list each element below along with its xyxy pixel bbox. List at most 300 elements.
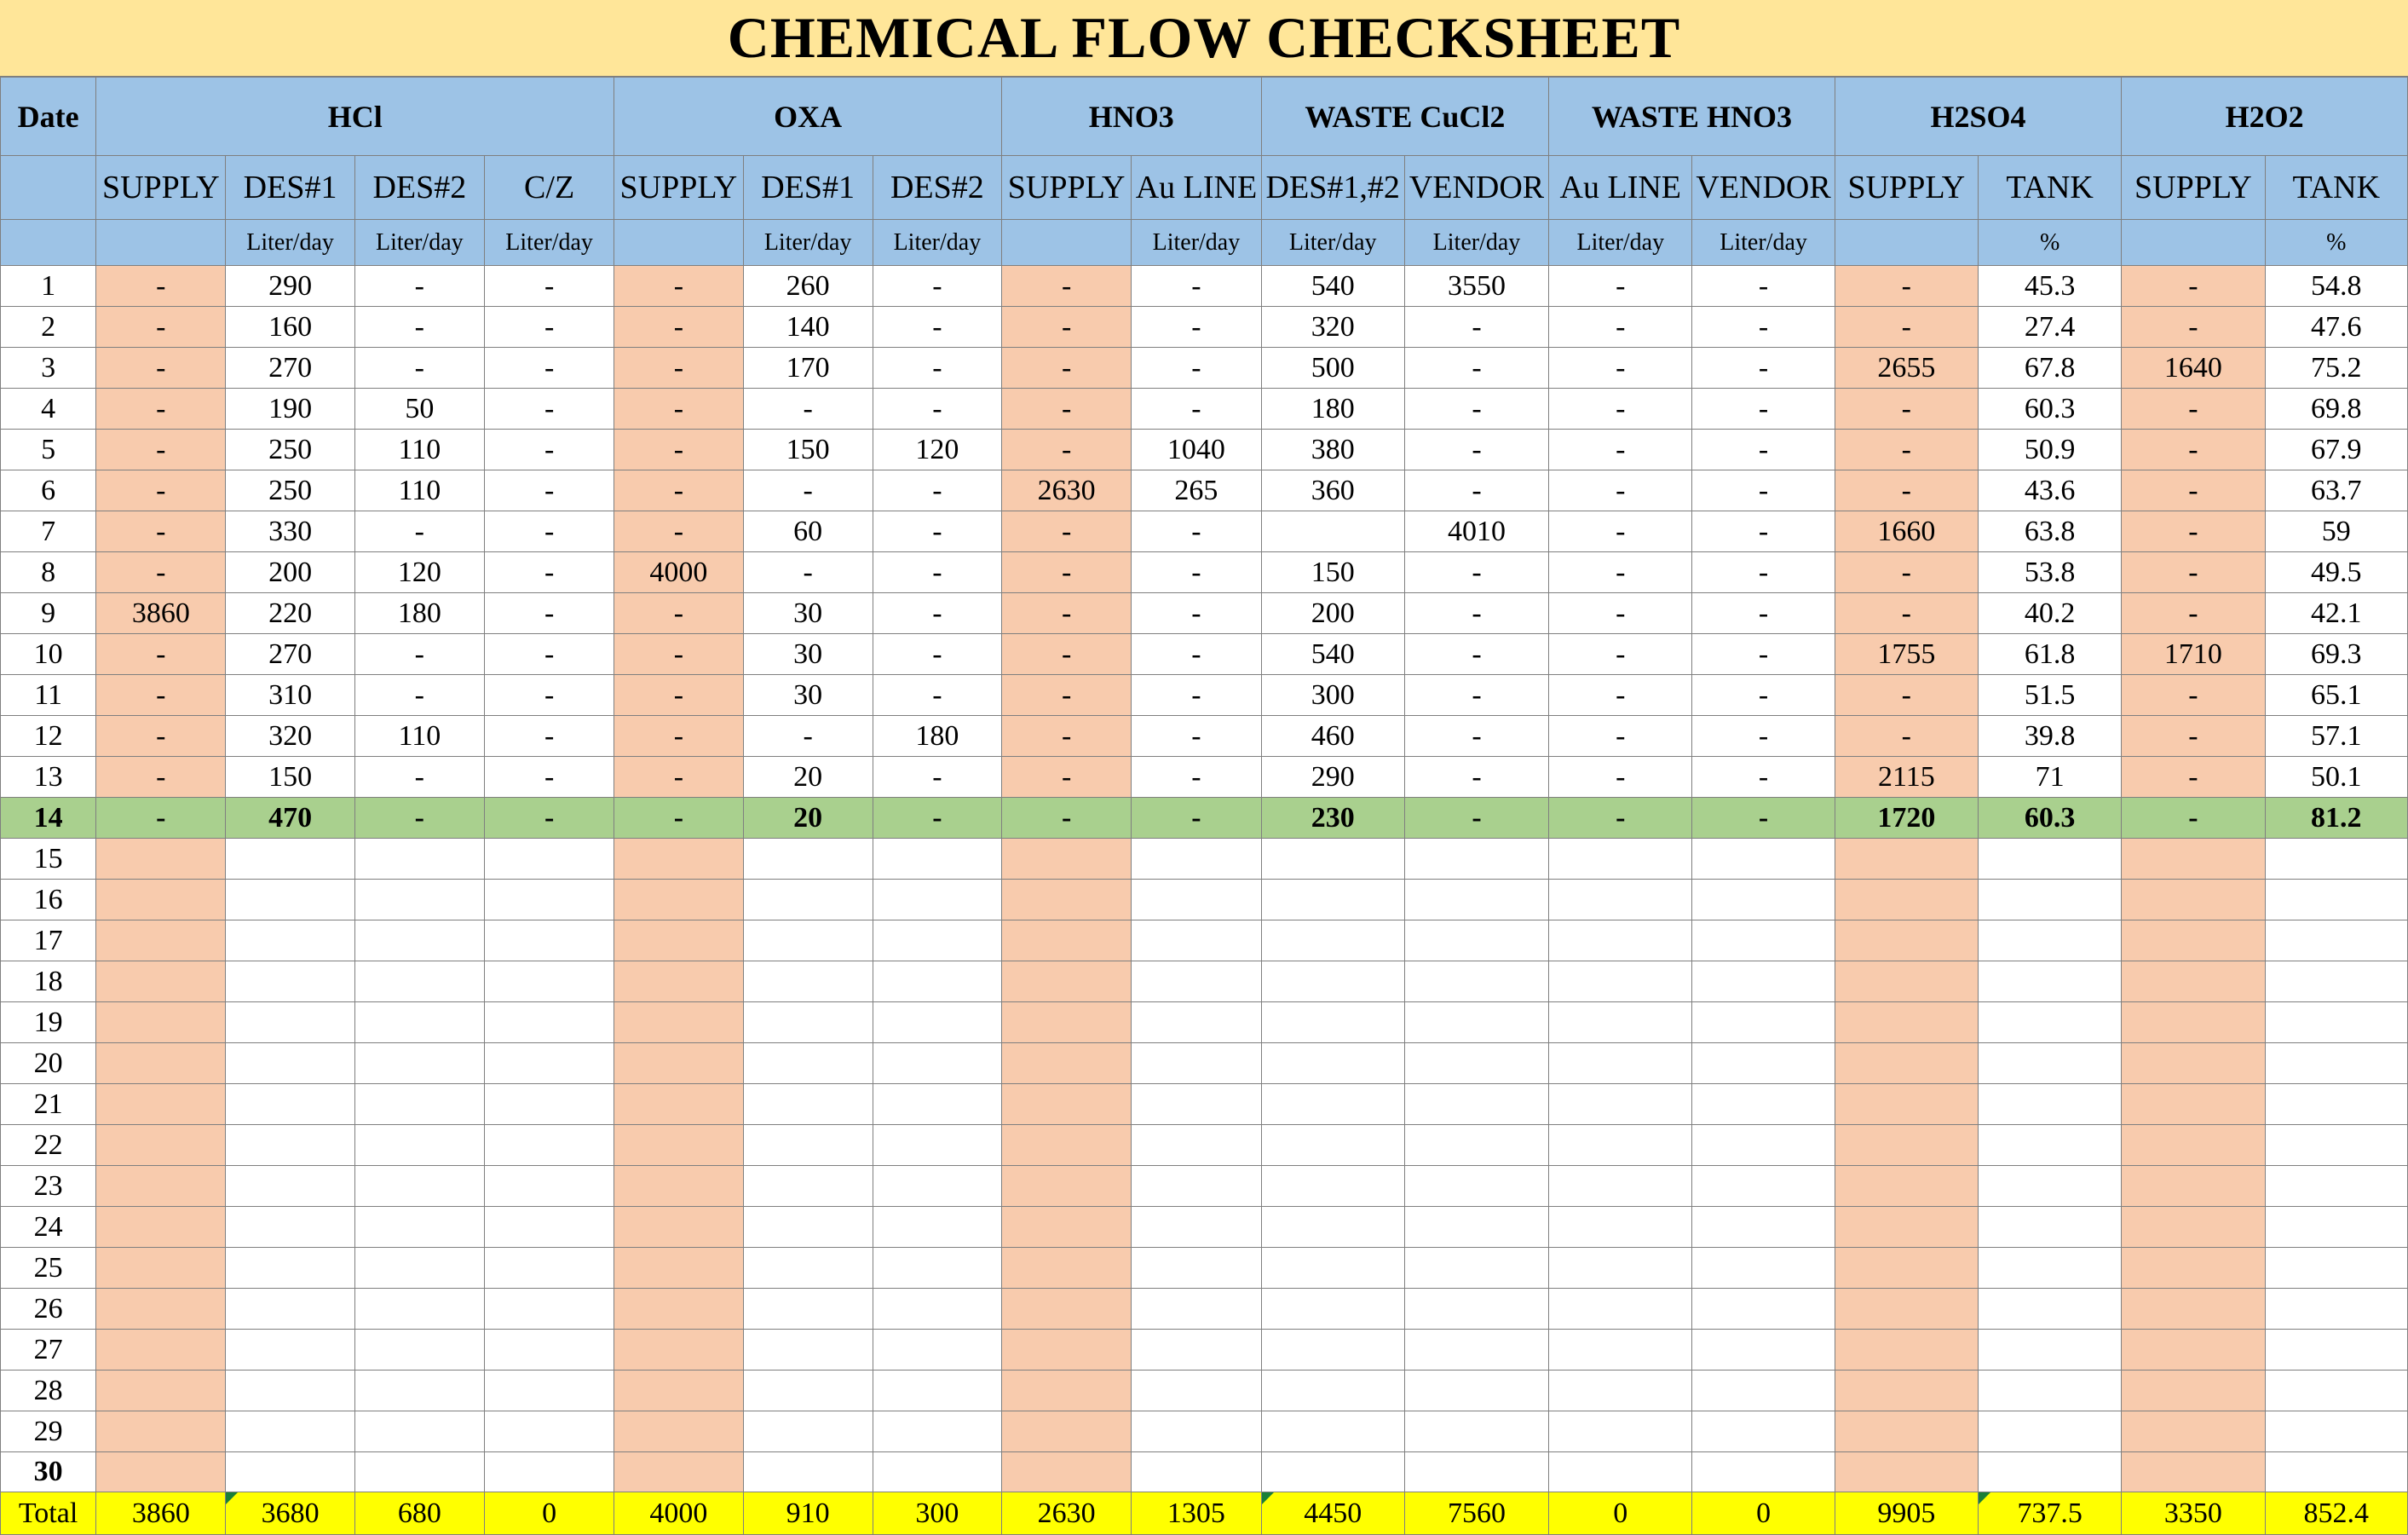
data-cell[interactable] [2265, 1002, 2407, 1043]
data-cell[interactable] [1404, 961, 1548, 1002]
data-cell[interactable] [96, 1166, 226, 1207]
data-cell[interactable]: - [614, 470, 743, 511]
data-cell[interactable]: - [1549, 798, 1692, 839]
data-cell[interactable]: - [1549, 470, 1692, 511]
data-cell[interactable]: - [2122, 798, 2265, 839]
data-cell[interactable] [1978, 1330, 2121, 1371]
data-cell[interactable]: - [1132, 593, 1261, 634]
column-header[interactable]: C/Z [484, 156, 614, 220]
data-cell[interactable]: 50.9 [1978, 430, 2121, 470]
total-cell[interactable]: 7560 [1404, 1492, 1548, 1535]
data-cell[interactable] [354, 1248, 484, 1289]
data-cell[interactable] [1549, 1248, 1692, 1289]
data-cell[interactable]: - [614, 798, 743, 839]
data-cell[interactable]: 265 [1132, 470, 1261, 511]
data-cell[interactable]: - [743, 716, 873, 757]
data-cell[interactable]: 3860 [96, 593, 226, 634]
group-h2so4[interactable]: H2SO4 [1835, 78, 2122, 156]
data-cell[interactable] [1549, 1166, 1692, 1207]
data-cell[interactable] [226, 1411, 354, 1452]
data-cell[interactable] [1404, 880, 1548, 920]
data-cell[interactable] [226, 1043, 354, 1084]
data-cell[interactable] [1261, 961, 1404, 1002]
data-cell[interactable]: - [1404, 470, 1548, 511]
data-cell[interactable] [96, 961, 226, 1002]
data-cell[interactable] [2122, 1452, 2265, 1492]
data-cell[interactable] [1549, 1084, 1692, 1125]
data-cell[interactable]: - [873, 511, 1001, 552]
data-cell[interactable] [484, 1289, 614, 1330]
total-cell[interactable]: 910 [743, 1492, 873, 1535]
data-cell[interactable] [873, 1207, 1001, 1248]
data-cell[interactable] [1132, 1371, 1261, 1411]
data-cell[interactable]: 540 [1261, 634, 1404, 675]
data-cell[interactable]: - [354, 348, 484, 389]
data-cell[interactable] [1404, 1330, 1548, 1371]
data-cell[interactable] [1692, 1002, 1835, 1043]
data-cell[interactable] [1132, 1248, 1261, 1289]
data-cell[interactable]: - [1835, 430, 1978, 470]
total-cell[interactable]: 737.5 [1978, 1492, 2121, 1535]
unit-header[interactable]: Liter/day [1261, 220, 1404, 266]
data-cell[interactable]: - [354, 266, 484, 307]
data-cell[interactable]: 110 [354, 716, 484, 757]
data-cell[interactable]: - [1132, 716, 1261, 757]
total-cell[interactable]: 3860 [96, 1492, 226, 1535]
data-cell[interactable]: 30 [743, 634, 873, 675]
data-cell[interactable]: 180 [873, 716, 1001, 757]
data-cell[interactable] [226, 1002, 354, 1043]
data-cell[interactable] [484, 961, 614, 1002]
data-cell[interactable]: 59 [2265, 511, 2407, 552]
total-cell[interactable]: 300 [873, 1492, 1001, 1535]
data-cell[interactable]: 360 [1261, 470, 1404, 511]
data-cell[interactable]: - [2122, 757, 2265, 798]
total-cell[interactable]: 1305 [1132, 1492, 1261, 1535]
data-cell[interactable]: 63.8 [1978, 511, 2121, 552]
data-cell[interactable]: - [1002, 675, 1132, 716]
data-cell[interactable]: - [484, 634, 614, 675]
data-cell[interactable] [873, 1289, 1001, 1330]
data-cell[interactable]: - [96, 757, 226, 798]
column-header[interactable]: DES#1 [226, 156, 354, 220]
total-label[interactable]: Total [1, 1492, 96, 1535]
data-cell[interactable] [743, 1166, 873, 1207]
data-cell[interactable] [1404, 1248, 1548, 1289]
data-cell[interactable]: - [1404, 552, 1548, 593]
data-cell[interactable]: - [1692, 389, 1835, 430]
data-cell[interactable]: - [1002, 389, 1132, 430]
data-cell[interactable] [1835, 1084, 1978, 1125]
data-cell[interactable]: - [614, 348, 743, 389]
total-cell[interactable]: 0 [1549, 1492, 1692, 1535]
data-cell[interactable] [1835, 1207, 1978, 1248]
data-cell[interactable] [1549, 1289, 1692, 1330]
data-cell[interactable]: - [1404, 798, 1548, 839]
data-cell[interactable]: 60.3 [1978, 798, 2121, 839]
date-cell[interactable]: 2 [1, 307, 96, 348]
data-cell[interactable]: - [873, 266, 1001, 307]
data-cell[interactable] [484, 839, 614, 880]
unit-header[interactable] [2122, 220, 2265, 266]
data-cell[interactable]: 60.3 [1978, 389, 2121, 430]
data-cell[interactable]: - [1549, 266, 1692, 307]
column-header-blank[interactable] [1, 156, 96, 220]
data-cell[interactable]: - [1132, 307, 1261, 348]
data-cell[interactable] [1692, 920, 1835, 961]
column-header[interactable]: VENDOR [1404, 156, 1548, 220]
column-header[interactable]: DES#1,#2 [1261, 156, 1404, 220]
data-cell[interactable]: 4000 [614, 552, 743, 593]
date-cell[interactable]: 16 [1, 880, 96, 920]
total-cell[interactable]: 680 [354, 1492, 484, 1535]
data-cell[interactable]: 57.1 [2265, 716, 2407, 757]
date-cell[interactable]: 25 [1, 1248, 96, 1289]
data-cell[interactable] [484, 1207, 614, 1248]
data-cell[interactable]: 49.5 [2265, 552, 2407, 593]
data-cell[interactable] [1261, 1371, 1404, 1411]
data-cell[interactable]: - [484, 348, 614, 389]
data-cell[interactable] [1132, 1411, 1261, 1452]
data-cell[interactable] [1978, 1084, 2121, 1125]
data-cell[interactable]: - [1002, 511, 1132, 552]
data-cell[interactable] [743, 1125, 873, 1166]
unit-header[interactable]: Liter/day [873, 220, 1001, 266]
date-cell[interactable]: 17 [1, 920, 96, 961]
data-cell[interactable] [1261, 1452, 1404, 1492]
data-cell[interactable] [1692, 1084, 1835, 1125]
data-cell[interactable] [96, 1330, 226, 1371]
data-cell[interactable]: 50 [354, 389, 484, 430]
data-cell[interactable] [226, 961, 354, 1002]
data-cell[interactable]: - [614, 675, 743, 716]
data-cell[interactable]: - [1002, 266, 1132, 307]
data-cell[interactable] [1261, 1166, 1404, 1207]
data-cell[interactable] [1978, 1125, 2121, 1166]
data-cell[interactable] [1692, 1330, 1835, 1371]
data-cell[interactable]: - [614, 593, 743, 634]
data-cell[interactable] [2265, 880, 2407, 920]
data-cell[interactable] [873, 1084, 1001, 1125]
data-cell[interactable] [1549, 1125, 1692, 1166]
data-cell[interactable] [873, 880, 1001, 920]
data-cell[interactable]: - [1835, 307, 1978, 348]
data-cell[interactable] [873, 1125, 1001, 1166]
data-cell[interactable]: - [1835, 389, 1978, 430]
data-cell[interactable]: 42.1 [2265, 593, 2407, 634]
data-cell[interactable]: - [1835, 716, 1978, 757]
data-cell[interactable] [226, 1084, 354, 1125]
data-cell[interactable] [354, 880, 484, 920]
data-cell[interactable] [1002, 1330, 1132, 1371]
data-cell[interactable]: 69.3 [2265, 634, 2407, 675]
group-hcl[interactable]: HCl [96, 78, 614, 156]
data-cell[interactable]: 20 [743, 757, 873, 798]
data-cell[interactable]: - [2122, 430, 2265, 470]
data-cell[interactable]: - [2122, 307, 2265, 348]
data-cell[interactable] [873, 839, 1001, 880]
total-cell[interactable]: 4450 [1261, 1492, 1404, 1535]
data-cell[interactable]: - [1549, 757, 1692, 798]
column-header[interactable]: DES#1 [743, 156, 873, 220]
data-cell[interactable]: 120 [873, 430, 1001, 470]
column-header[interactable]: TANK [2265, 156, 2407, 220]
data-cell[interactable]: - [484, 470, 614, 511]
data-cell[interactable] [1835, 961, 1978, 1002]
data-cell[interactable]: 290 [226, 266, 354, 307]
column-header[interactable]: SUPPLY [96, 156, 226, 220]
data-cell[interactable] [743, 920, 873, 961]
data-cell[interactable] [873, 961, 1001, 1002]
data-cell[interactable]: 170 [743, 348, 873, 389]
column-header[interactable]: Au LINE [1132, 156, 1261, 220]
data-cell[interactable] [1404, 1043, 1548, 1084]
data-cell[interactable] [2265, 1330, 2407, 1371]
data-cell[interactable]: 470 [226, 798, 354, 839]
data-cell[interactable] [1404, 1411, 1548, 1452]
data-cell[interactable] [226, 920, 354, 961]
data-cell[interactable] [1692, 961, 1835, 1002]
data-cell[interactable]: 140 [743, 307, 873, 348]
data-cell[interactable] [2265, 1166, 2407, 1207]
date-cell[interactable]: 3 [1, 348, 96, 389]
data-cell[interactable] [614, 1043, 743, 1084]
data-cell[interactable]: - [1404, 389, 1548, 430]
data-cell[interactable] [1261, 880, 1404, 920]
data-cell[interactable] [1835, 839, 1978, 880]
data-cell[interactable]: - [1002, 307, 1132, 348]
data-cell[interactable] [1835, 1411, 1978, 1452]
data-cell[interactable] [226, 1371, 354, 1411]
data-cell[interactable] [1132, 839, 1261, 880]
data-cell[interactable] [614, 839, 743, 880]
date-cell[interactable]: 20 [1, 1043, 96, 1084]
data-cell[interactable]: - [614, 634, 743, 675]
column-header[interactable]: Au LINE [1549, 156, 1692, 220]
data-cell[interactable]: 120 [354, 552, 484, 593]
data-cell[interactable] [96, 1002, 226, 1043]
data-cell[interactable] [2122, 1371, 2265, 1411]
unit-header[interactable]: Liter/day [226, 220, 354, 266]
data-cell[interactable] [484, 1371, 614, 1411]
data-cell[interactable] [614, 880, 743, 920]
data-cell[interactable] [96, 1248, 226, 1289]
total-cell[interactable]: 3680 [226, 1492, 354, 1535]
data-cell[interactable]: 1660 [1835, 511, 1978, 552]
data-cell[interactable]: - [873, 593, 1001, 634]
date-cell[interactable]: 6 [1, 470, 96, 511]
date-cell[interactable]: 23 [1, 1166, 96, 1207]
column-header[interactable]: DES#2 [873, 156, 1001, 220]
data-cell[interactable]: - [354, 307, 484, 348]
data-cell[interactable]: 4010 [1404, 511, 1548, 552]
data-cell[interactable]: - [2122, 716, 2265, 757]
data-cell[interactable] [743, 1289, 873, 1330]
data-cell[interactable] [873, 1411, 1001, 1452]
data-cell[interactable] [354, 1043, 484, 1084]
data-cell[interactable] [96, 1289, 226, 1330]
data-cell[interactable] [743, 1084, 873, 1125]
data-cell[interactable]: 500 [1261, 348, 1404, 389]
column-header[interactable]: DES#2 [354, 156, 484, 220]
data-cell[interactable] [1002, 1043, 1132, 1084]
date-cell[interactable]: 15 [1, 839, 96, 880]
data-cell[interactable]: - [96, 552, 226, 593]
data-cell[interactable] [354, 961, 484, 1002]
data-cell[interactable]: - [1132, 389, 1261, 430]
data-cell[interactable]: - [96, 716, 226, 757]
data-cell[interactable]: 180 [354, 593, 484, 634]
data-cell[interactable]: 69.8 [2265, 389, 2407, 430]
data-cell[interactable] [2265, 961, 2407, 1002]
data-cell[interactable]: 27.4 [1978, 307, 2121, 348]
date-cell[interactable]: 14 [1, 798, 96, 839]
data-cell[interactable]: - [354, 675, 484, 716]
unit-header[interactable] [614, 220, 743, 266]
data-cell[interactable] [1692, 1125, 1835, 1166]
data-cell[interactable]: 30 [743, 675, 873, 716]
data-cell[interactable] [1978, 961, 2121, 1002]
unit-header[interactable]: Liter/day [1404, 220, 1548, 266]
data-cell[interactable] [1002, 1371, 1132, 1411]
data-cell[interactable] [1978, 1002, 2121, 1043]
data-cell[interactable] [96, 839, 226, 880]
data-cell[interactable]: - [1549, 593, 1692, 634]
data-cell[interactable]: - [1549, 389, 1692, 430]
data-cell[interactable] [1835, 920, 1978, 961]
group-oxa[interactable]: OXA [614, 78, 1002, 156]
data-cell[interactable]: - [354, 757, 484, 798]
data-cell[interactable]: 110 [354, 470, 484, 511]
data-cell[interactable] [96, 1084, 226, 1125]
data-cell[interactable] [1132, 1002, 1261, 1043]
data-cell[interactable]: - [1404, 675, 1548, 716]
data-cell[interactable]: - [1132, 266, 1261, 307]
data-cell[interactable] [1002, 1452, 1132, 1492]
data-cell[interactable]: - [1692, 675, 1835, 716]
data-cell[interactable] [2122, 1207, 2265, 1248]
data-cell[interactable]: - [96, 389, 226, 430]
unit-header[interactable]: Liter/day [1692, 220, 1835, 266]
data-cell[interactable]: - [1692, 634, 1835, 675]
data-cell[interactable]: 67.9 [2265, 430, 2407, 470]
data-cell[interactable] [614, 1166, 743, 1207]
data-cell[interactable] [226, 1289, 354, 1330]
data-cell[interactable] [2122, 1411, 2265, 1452]
group-waste-cucl2[interactable]: WASTE CuCl2 [1261, 78, 1549, 156]
data-cell[interactable]: - [1404, 634, 1548, 675]
data-cell[interactable] [1549, 1002, 1692, 1043]
data-cell[interactable] [1692, 1043, 1835, 1084]
data-cell[interactable]: 150 [226, 757, 354, 798]
data-cell[interactable] [1261, 1084, 1404, 1125]
data-cell[interactable] [226, 839, 354, 880]
data-cell[interactable] [484, 1043, 614, 1084]
data-cell[interactable] [2265, 1452, 2407, 1492]
data-cell[interactable]: 67.8 [1978, 348, 2121, 389]
data-cell[interactable]: - [873, 634, 1001, 675]
data-cell[interactable] [1978, 1411, 2121, 1452]
data-cell[interactable] [2265, 1125, 2407, 1166]
data-cell[interactable] [2265, 1289, 2407, 1330]
data-cell[interactable]: - [1835, 593, 1978, 634]
data-cell[interactable]: - [1132, 348, 1261, 389]
data-cell[interactable] [354, 1452, 484, 1492]
data-cell[interactable] [614, 1411, 743, 1452]
date-cell[interactable]: 24 [1, 1207, 96, 1248]
data-cell[interactable] [1978, 880, 2121, 920]
data-cell[interactable] [1002, 920, 1132, 961]
date-cell[interactable]: 28 [1, 1371, 96, 1411]
data-cell[interactable] [1978, 1248, 2121, 1289]
data-cell[interactable]: - [484, 511, 614, 552]
data-cell[interactable]: 180 [1261, 389, 1404, 430]
data-cell[interactable]: 20 [743, 798, 873, 839]
data-cell[interactable]: - [1002, 716, 1132, 757]
data-cell[interactable]: 1755 [1835, 634, 1978, 675]
data-cell[interactable] [1549, 961, 1692, 1002]
data-cell[interactable]: 2655 [1835, 348, 1978, 389]
data-cell[interactable] [354, 1330, 484, 1371]
data-cell[interactable] [873, 1330, 1001, 1371]
data-cell[interactable] [1002, 1411, 1132, 1452]
data-cell[interactable] [226, 880, 354, 920]
data-cell[interactable] [1978, 1043, 2121, 1084]
data-cell[interactable]: - [354, 634, 484, 675]
date-cell[interactable]: 21 [1, 1084, 96, 1125]
data-cell[interactable]: - [484, 307, 614, 348]
data-cell[interactable]: - [484, 389, 614, 430]
data-cell[interactable]: - [1835, 470, 1978, 511]
data-cell[interactable]: 460 [1261, 716, 1404, 757]
date-cell[interactable]: 5 [1, 430, 96, 470]
data-cell[interactable] [1132, 1452, 1261, 1492]
data-cell[interactable]: - [1692, 470, 1835, 511]
data-cell[interactable] [1132, 1289, 1261, 1330]
data-cell[interactable] [614, 1002, 743, 1043]
data-cell[interactable] [1404, 1125, 1548, 1166]
unit-header[interactable] [1002, 220, 1132, 266]
data-cell[interactable] [1549, 1371, 1692, 1411]
data-cell[interactable]: - [873, 798, 1001, 839]
data-cell[interactable] [873, 1043, 1001, 1084]
data-cell[interactable] [2265, 1411, 2407, 1452]
data-cell[interactable] [354, 1166, 484, 1207]
data-cell[interactable]: - [614, 511, 743, 552]
data-cell[interactable]: 61.8 [1978, 634, 2121, 675]
data-cell[interactable]: 310 [226, 675, 354, 716]
data-cell[interactable]: 540 [1261, 266, 1404, 307]
data-cell[interactable] [1692, 1371, 1835, 1411]
data-cell[interactable] [743, 880, 873, 920]
data-cell[interactable] [96, 920, 226, 961]
data-cell[interactable] [614, 1330, 743, 1371]
data-cell[interactable] [1002, 880, 1132, 920]
data-cell[interactable] [1002, 961, 1132, 1002]
data-cell[interactable] [614, 1289, 743, 1330]
data-cell[interactable] [873, 1452, 1001, 1492]
data-cell[interactable] [354, 1371, 484, 1411]
data-cell[interactable] [354, 1125, 484, 1166]
data-cell[interactable] [1978, 839, 2121, 880]
date-cell[interactable]: 29 [1, 1411, 96, 1452]
data-cell[interactable]: - [1835, 675, 1978, 716]
data-cell[interactable]: - [1002, 430, 1132, 470]
data-cell[interactable]: 3550 [1404, 266, 1548, 307]
data-cell[interactable] [1404, 1166, 1548, 1207]
data-cell[interactable] [1404, 839, 1548, 880]
data-cell[interactable] [226, 1452, 354, 1492]
